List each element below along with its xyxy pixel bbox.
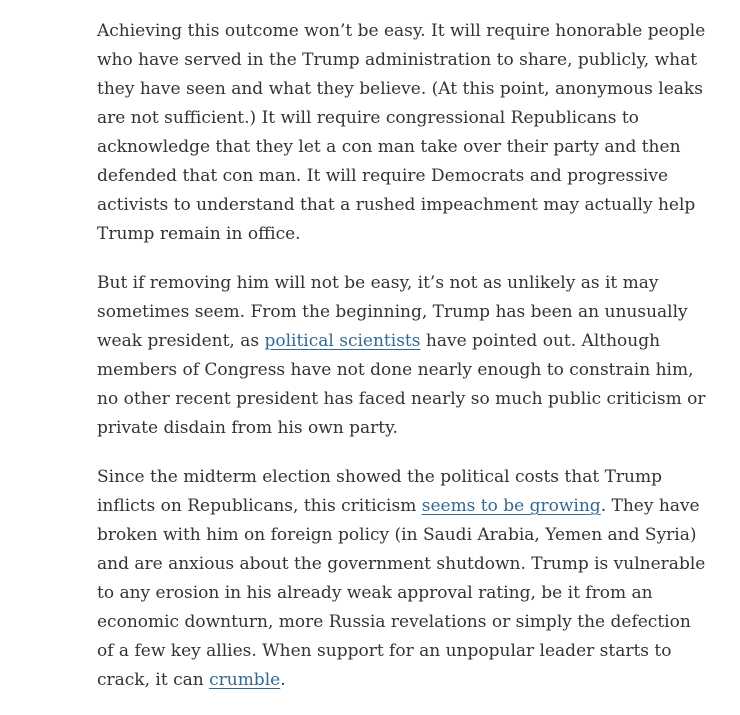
- paragraph-1: [97, 17, 707, 249]
- paragraph-3: [97, 463, 707, 695]
- paragraph-2-text-before: But if removing him will not be easy, it’s not as unlikely as it may sometimes seem. From the beginning, Trump has been an unusually weak president, as: [97, 273, 688, 351]
- paragraph-1-text: Achieving this outcome won’t be easy. It will require honorable people who have served in the Trump administration to share, publicly, what they have seen and what they believe. (At this point, anonymous leaks are not sufficient.) It will require congressional Republicans to acknowledge that they let a con man take over their party and then defended that con man. It will require Democrats and progressive activists to understand that a rushed impeachment may actually help Trump remain in office.: [97, 21, 706, 244]
- article-body: [97, 17, 707, 715]
- paragraph-2-text-after: have pointed out. Although members of Congress have not done nearly enough to constrain him, no other recent president has faced nearly so much public criticism or private disdain from his own party.: [97, 331, 706, 438]
- paragraph-3-text-before: Since the midterm election showed the political costs that Trump inflicts on Republicans, this criticism: [97, 467, 662, 516]
- paragraph-3-text-after: .: [280, 670, 286, 690]
- seems-to-be-growing-link[interactable]: seems to be growing: [421, 496, 601, 516]
- paragraph-2: [97, 269, 707, 443]
- political-scientists-link[interactable]: political scientists: [264, 331, 421, 351]
- crumble-link[interactable]: crumble: [209, 670, 281, 690]
- paragraph-3-text-middle: . They have broken with him on foreign policy (in Saudi Arabia, Yemen and Syria) and are anxious about the government shutdown. Trump is vulnerable to any erosion in his already weak approval rating, be it from an economic downturn, more Russia revelations or simply the defection of a few key allies. When support for an unpopular leader starts to crack, it can: [97, 496, 706, 690]
